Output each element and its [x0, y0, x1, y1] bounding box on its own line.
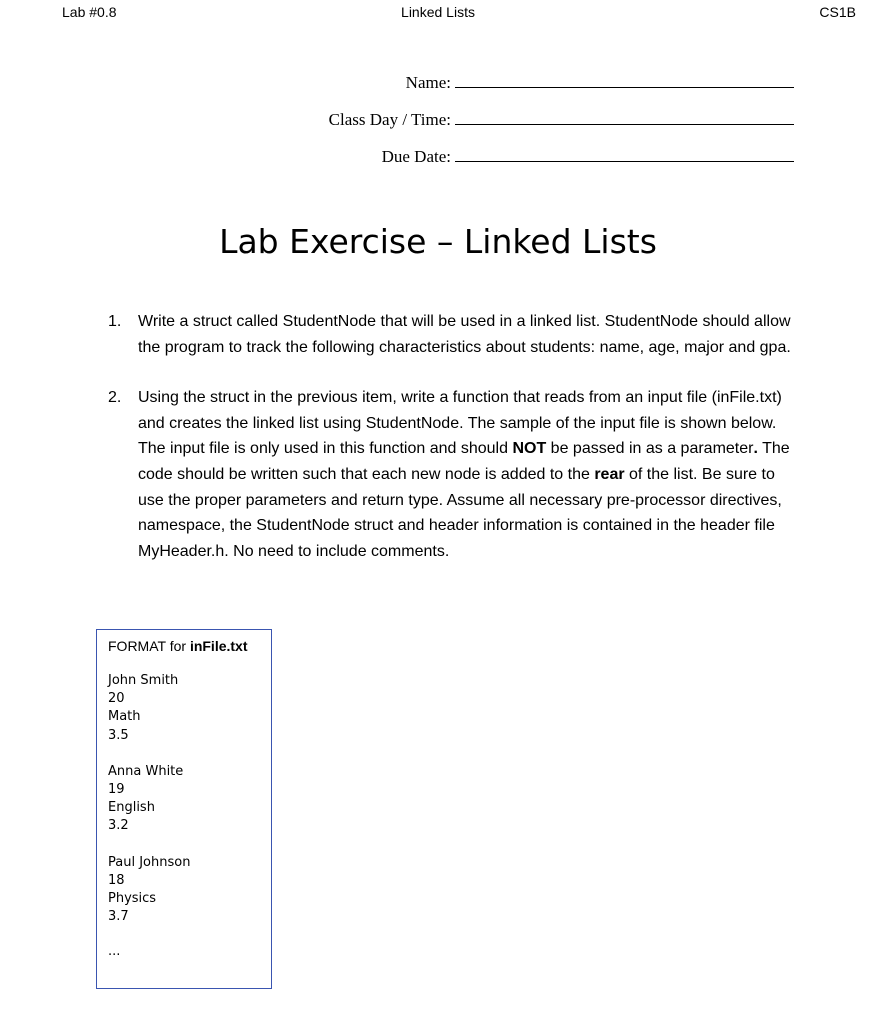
record-age: 20	[108, 691, 125, 707]
record-age: 19	[108, 782, 125, 798]
item-text-part: The code should be written such that each new node is added to the	[138, 440, 790, 483]
list-item	[108, 309, 798, 360]
format-title-file: inFile.txt	[189, 638, 248, 654]
item-text-bold: .	[753, 440, 758, 458]
item-text-part: Using the struct in the previous item, write a function that reads from an input file (inFile.txt) and creates the linked list using StudentNode. The sample of the input file is shown below. The input file is only used in this function and should	[138, 389, 782, 458]
record-major: English	[108, 800, 155, 816]
item-text-bold: NOT	[512, 440, 547, 458]
record-name: John Smith	[108, 673, 179, 688]
item-text-part: of the list. Be sure to use the proper parameters and return type. Assume all necessary pre-processor directives, namespace, the StudentNode struct and header information is contained in the header file MyHeader.h. No need to include comments.	[138, 465, 782, 560]
header-left: Lab #0.8	[62, 4, 117, 20]
name-line[interactable]	[455, 86, 794, 88]
format-title-prefix: FORMAT for	[108, 638, 190, 654]
class-time-line[interactable]	[455, 123, 794, 125]
list-item	[108, 385, 798, 564]
format-ellipsis: ...	[108, 944, 121, 960]
item-text: Write a struct called StudentNode that will be used in a linked list. StudentNode should allow the program to track the following characteristics about students: name, age, major and gpa.	[138, 313, 791, 356]
record-major: Physics	[108, 891, 157, 907]
item-number: 2.	[108, 389, 122, 407]
item-text-bold: rear	[594, 465, 625, 483]
record-major: Math	[108, 709, 141, 725]
class-time-field-row	[329, 93, 794, 130]
due-date-label: Due Date:	[381, 147, 451, 166]
name-field-row	[329, 56, 794, 93]
name-label: Name:	[405, 73, 451, 92]
due-date-field-row	[329, 130, 794, 167]
record-age: 18	[108, 872, 125, 888]
record	[108, 672, 260, 745]
format-box	[96, 629, 272, 989]
record-gpa: 3.5	[108, 727, 129, 743]
header-right: CS1B	[819, 4, 856, 20]
item-text	[138, 385, 798, 564]
record	[108, 854, 260, 927]
header-center: Linked Lists	[401, 4, 475, 20]
record	[108, 763, 260, 836]
format-title	[108, 638, 260, 654]
exercise-list	[108, 309, 798, 589]
record-gpa: 3.7	[108, 909, 129, 925]
record-gpa: 3.2	[108, 818, 129, 834]
info-fields	[329, 56, 794, 167]
item-number: 1.	[108, 313, 122, 330]
record-name: Anna White	[108, 763, 184, 779]
item-text-part: be passed in as a parameter	[546, 440, 754, 458]
due-date-line[interactable]	[455, 160, 794, 162]
class-time-label: Class Day / Time:	[328, 110, 451, 129]
page-title: Lab Exercise – Linked Lists	[219, 222, 657, 261]
record-name: Paul Johnson	[108, 854, 191, 870]
